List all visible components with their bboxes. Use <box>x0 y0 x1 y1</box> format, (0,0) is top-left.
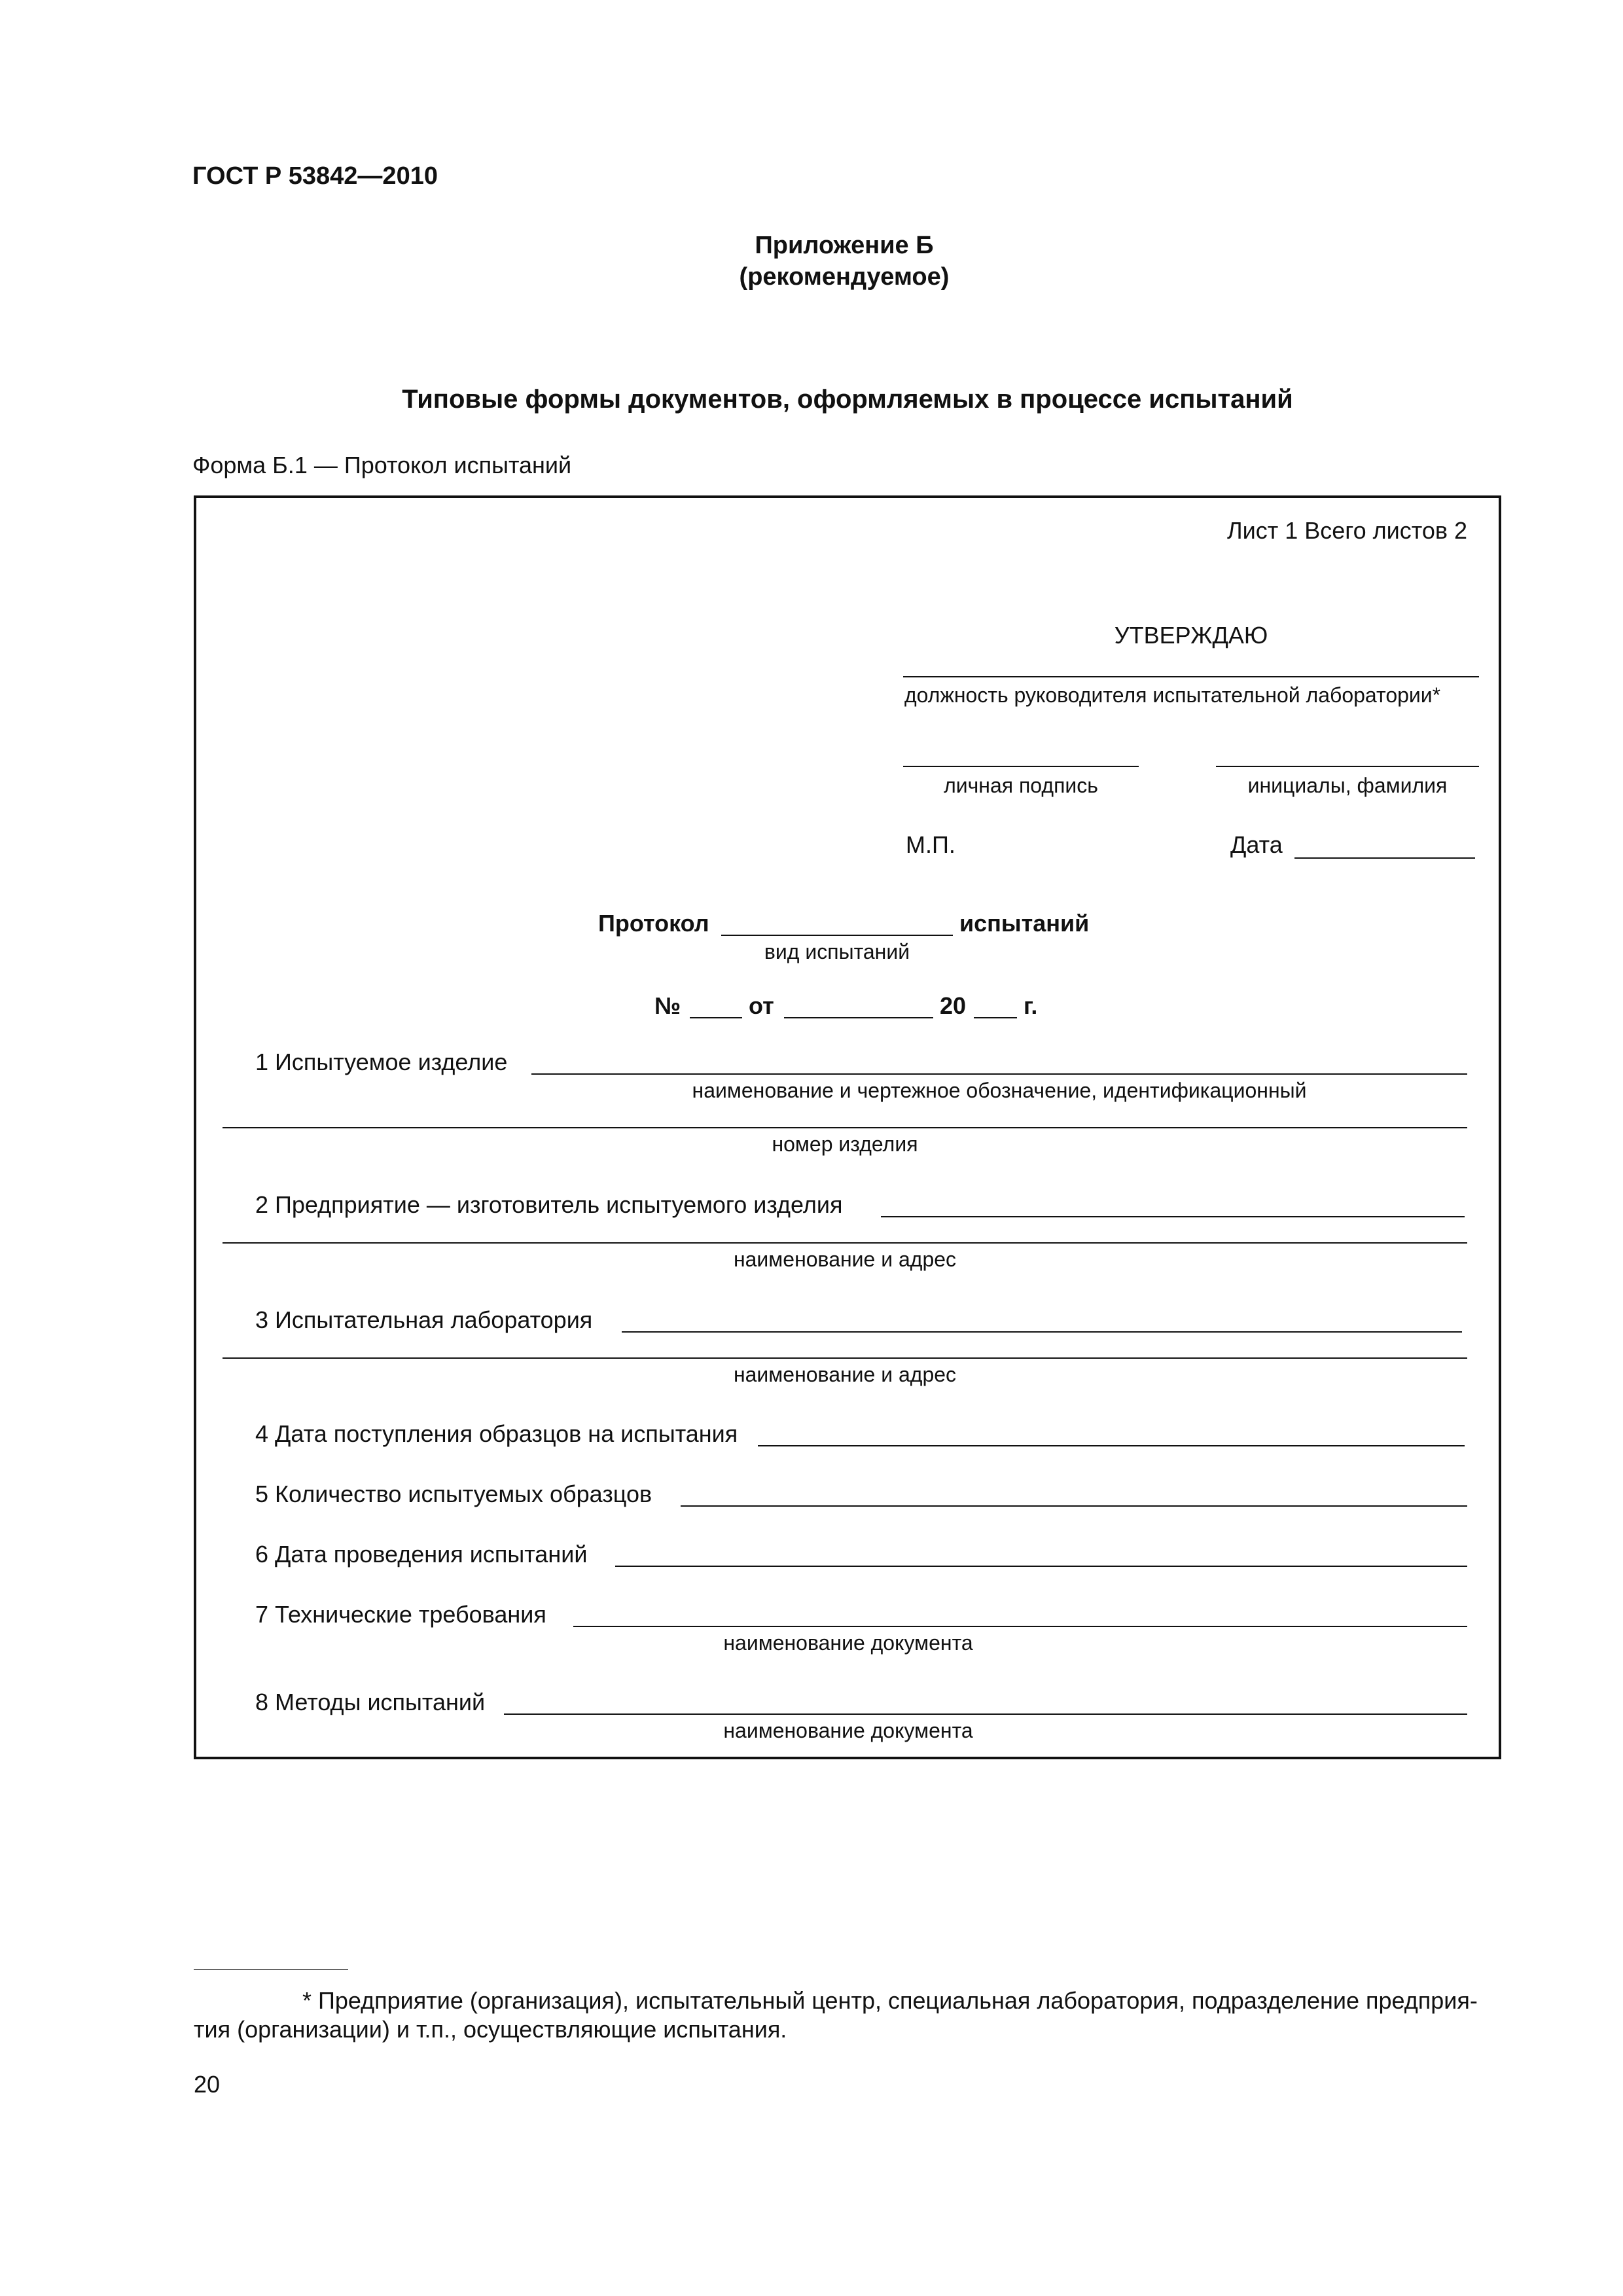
section-title: Типовые формы документов, оформляемых в процессе испытаний <box>402 385 1293 414</box>
appendix-status: (рекомендуемое) <box>739 263 950 291</box>
item-4-line[interactable] <box>758 1445 1465 1446</box>
tests-word: испытаний <box>959 910 1090 937</box>
position-line[interactable] <box>903 676 1479 677</box>
item-6-line[interactable] <box>615 1566 1467 1567</box>
item-1-caption: наименование и чертежное обозначение, идентификационный <box>692 1079 1307 1102</box>
item-4-label: 4 Дата поступления образцов на испытания <box>255 1420 738 1447</box>
date-line[interactable] <box>1294 857 1475 859</box>
item-7-caption: наименование документа <box>723 1631 973 1655</box>
appendix-title: Приложение Б <box>755 232 934 259</box>
from-word: от <box>749 992 774 1019</box>
position-caption: должность руководителя испытательной лаборатории* <box>904 683 1441 707</box>
name-line[interactable] <box>1216 766 1479 767</box>
protocol-word: Протокол <box>598 910 709 937</box>
item-5-line[interactable] <box>681 1505 1467 1507</box>
item-1-line[interactable] <box>531 1073 1467 1075</box>
signature-caption: личная подпись <box>944 774 1098 797</box>
stamp-label: М.П. <box>906 831 955 858</box>
item-8-label: 8 Методы испытаний <box>255 1689 486 1715</box>
item-1-label: 1 Испытуемое изделие <box>255 1049 508 1075</box>
year-suffix: г. <box>1024 992 1038 1019</box>
test-type-line[interactable] <box>721 935 953 936</box>
item-8-caption: наименование документа <box>723 1719 973 1742</box>
year-prefix: 20 <box>940 992 967 1019</box>
item-3-line[interactable] <box>622 1331 1462 1333</box>
footnote-line-1: * Предприятие (организация), испытательный центр, специальная лаборатория, подразделение предприя- <box>302 1987 1478 2014</box>
item-2-line-2[interactable] <box>223 1242 1467 1244</box>
item-1-line-2[interactable] <box>223 1127 1467 1128</box>
item-8-line[interactable] <box>504 1713 1467 1715</box>
footnote-separator <box>194 1969 348 1970</box>
item-3-line-2[interactable] <box>223 1357 1467 1359</box>
page-number: 20 <box>194 2071 221 2098</box>
signature-line[interactable] <box>903 766 1139 767</box>
item-1-caption-2: номер изделия <box>772 1132 918 1156</box>
protocol-date-line[interactable] <box>784 1017 933 1018</box>
name-caption: инициалы, фамилия <box>1247 774 1448 797</box>
approve-label: УТВЕРЖДАЮ <box>1114 622 1268 649</box>
number-line[interactable] <box>690 1017 742 1018</box>
footnote-line-2: тия (организации) и т.п., осуществляющие испытания. <box>194 2016 787 2043</box>
item-5-label: 5 Количество испытуемых образцов <box>255 1480 652 1507</box>
item-2-caption: наименование и адрес <box>733 1247 957 1271</box>
item-2-line[interactable] <box>881 1216 1465 1217</box>
standard-code: ГОСТ Р 53842—2010 <box>192 162 438 190</box>
item-7-label: 7 Технические требования <box>255 1601 546 1628</box>
date-label: Дата <box>1230 831 1283 858</box>
item-3-label: 3 Испытательная лаборатория <box>255 1306 593 1333</box>
form-caption: Форма Б.1 — Протокол испытаний <box>192 452 572 478</box>
number-sign: № <box>654 992 681 1019</box>
test-type-caption: вид испытаний <box>764 940 910 963</box>
item-2-label: 2 Предприятие — изготовитель испытуемого изделия <box>255 1191 843 1218</box>
year-line[interactable] <box>974 1017 1017 1018</box>
item-6-label: 6 Дата проведения испытаний <box>255 1541 588 1568</box>
sheet-info: Лист 1 Всего листов 2 <box>1226 517 1467 544</box>
item-3-caption: наименование и адрес <box>733 1363 957 1386</box>
item-7-line[interactable] <box>573 1626 1467 1627</box>
